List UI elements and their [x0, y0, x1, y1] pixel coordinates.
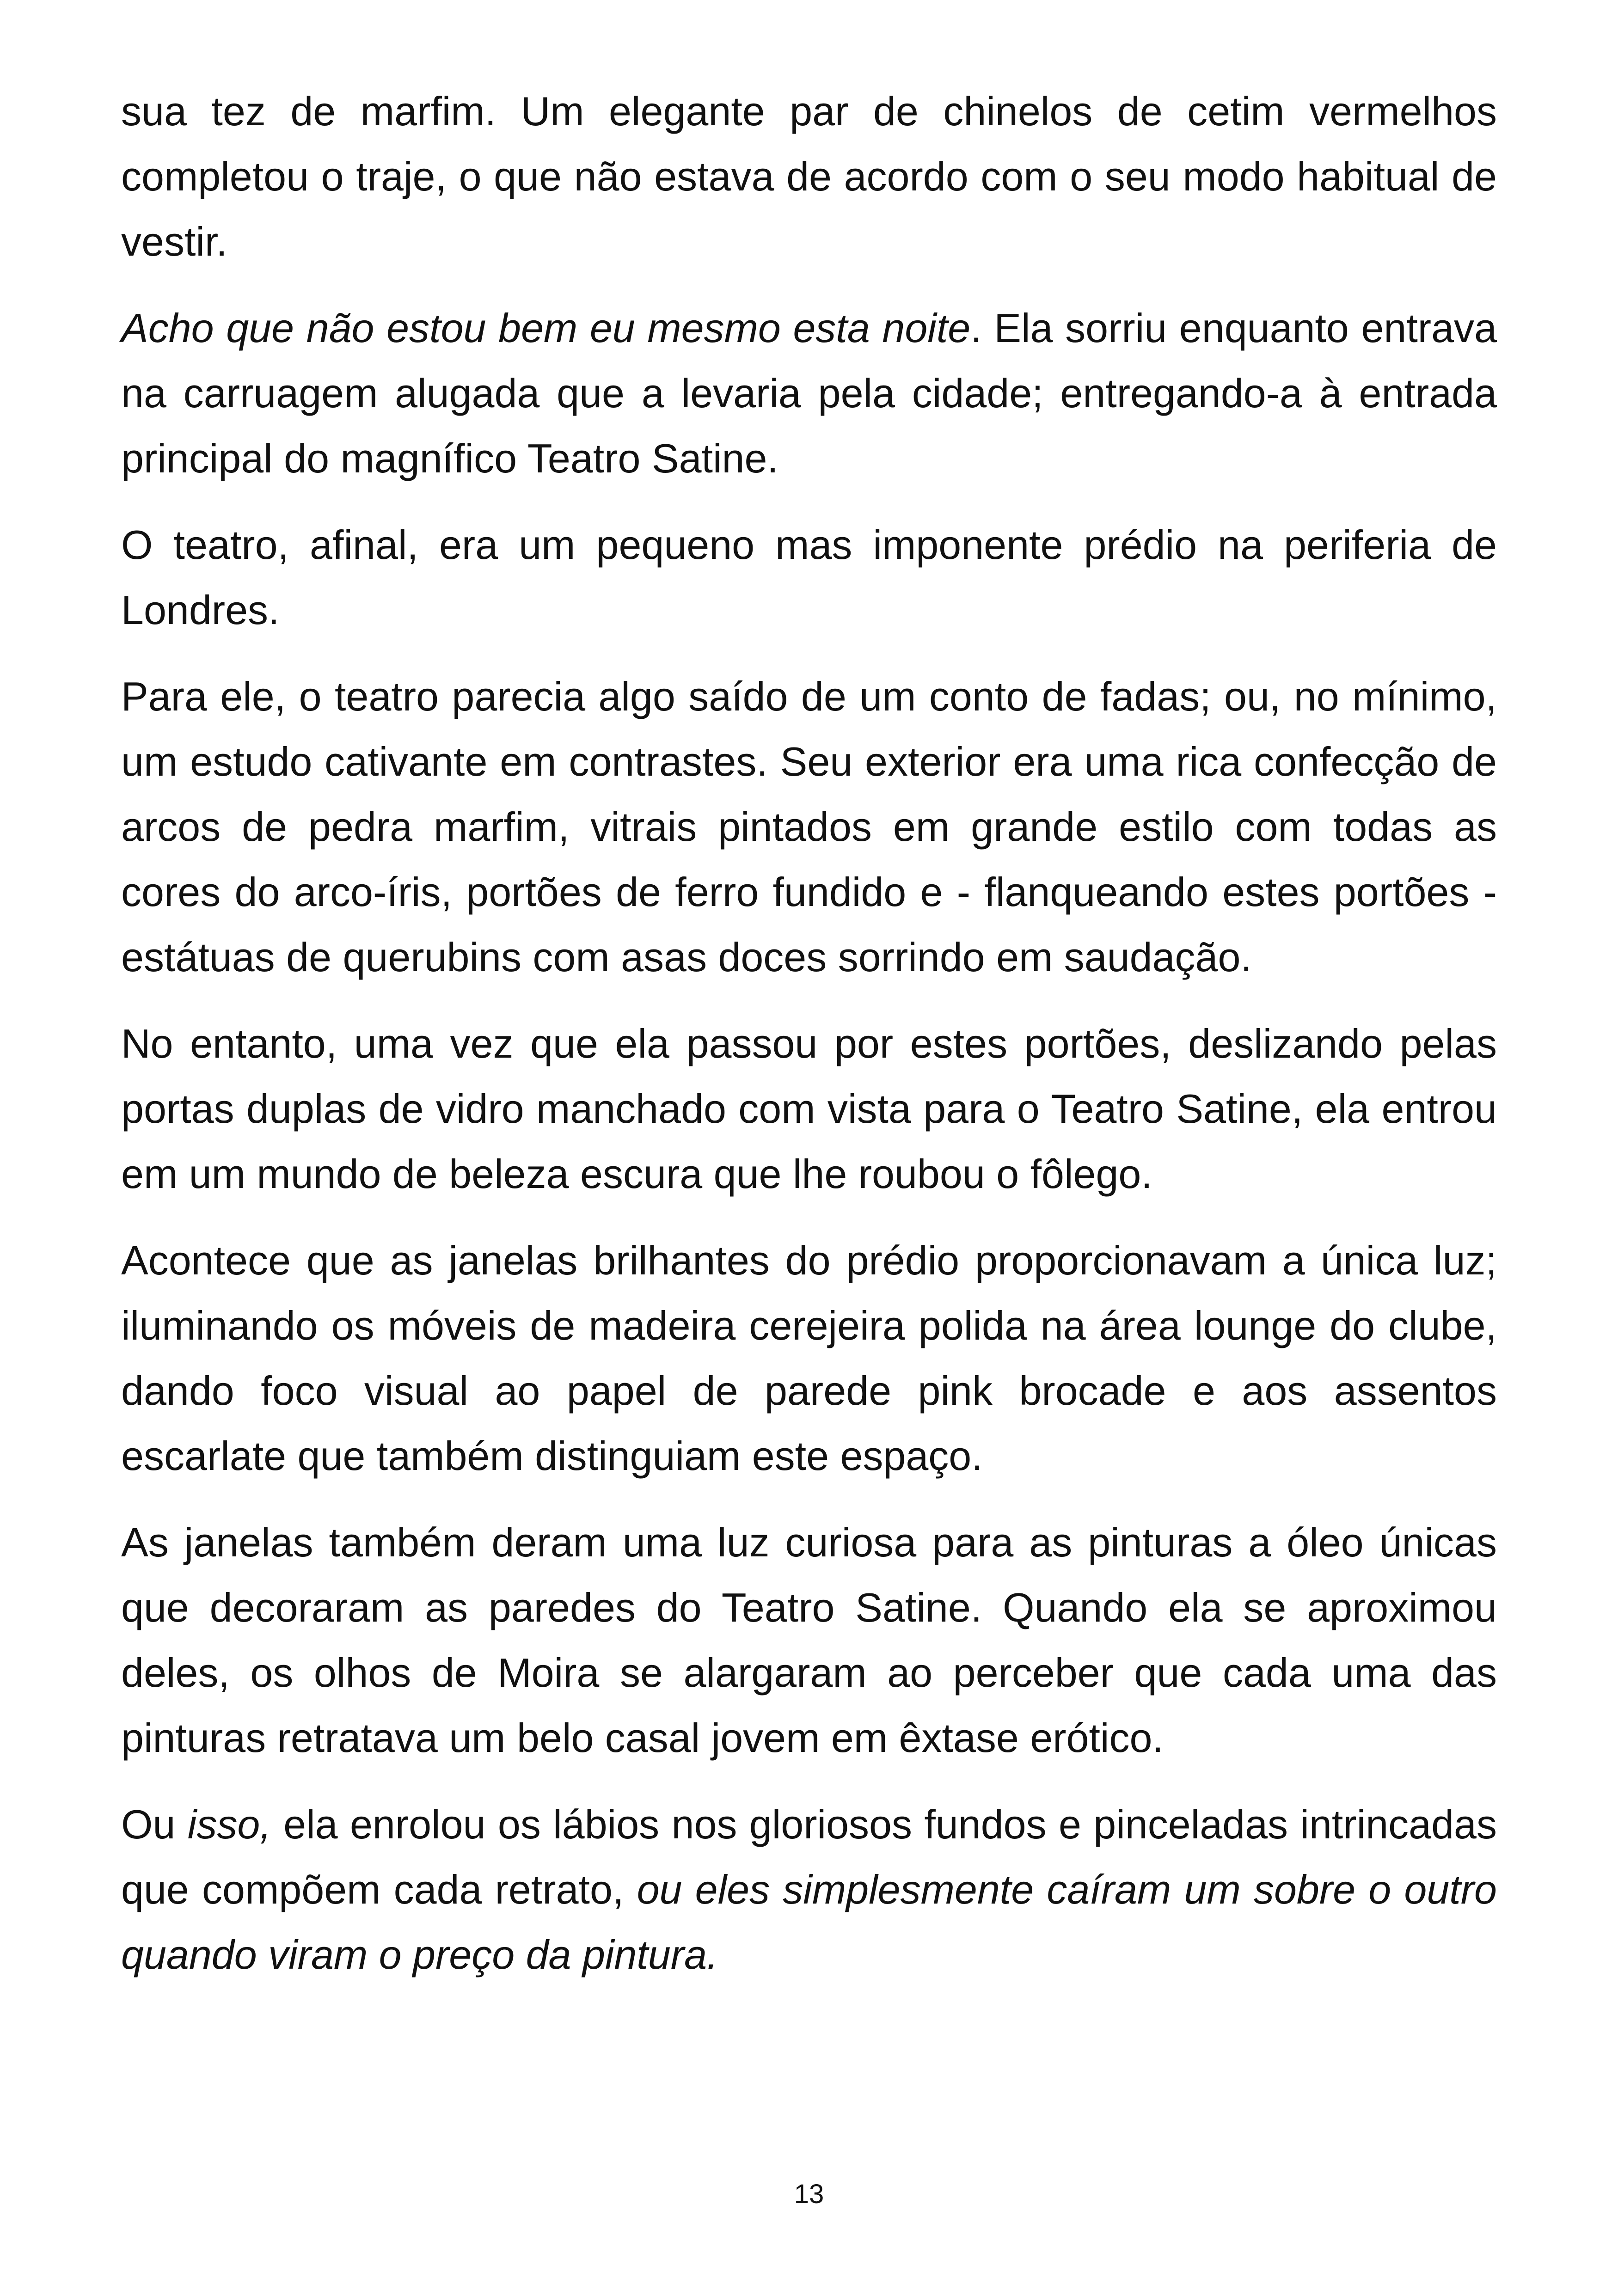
paragraph-2-text: . Ela sorriu enquanto entrava na carruagem alugada que a levaria pela cidade; entregando-a à entrada principal do magnífico Teatro Satine. [121, 305, 1497, 481]
paragraph-7-text: As janelas também deram uma luz curiosa para as pinturas a óleo únicas que decoraram as paredes do Teatro Satine. Quando ela se aproximou deles, os olhos de Moira se alargaram ao perceber que cada uma das pinturas retratava um belo casal jovem em êxtase erótico. [121, 1519, 1497, 1761]
paragraph-6 [121, 1228, 1497, 1488]
paragraph-3 [121, 512, 1497, 643]
paragraph-8-italic-b: ou eles simplesmente caíram um sobre o outro quando viram o preço da pintura. [121, 1867, 1497, 1978]
paragraph-2 [121, 295, 1497, 491]
paragraph-1-text: sua tez de marfim. Um elegante par de chinelos de cetim vermelhos completou o traje, o que não estava de acordo com o seu modo habitual de vestir. [121, 88, 1497, 264]
page-number: 13 [794, 2179, 824, 2209]
paragraph-1 [121, 79, 1497, 274]
document-body [121, 79, 1497, 2008]
paragraph-5-text: No entanto, uma vez que ela passou por estes portões, deslizando pelas portas duplas de vidro manchado com vista para o Teatro Satine, ela entrou em um mundo de beleza escura que lhe roubou o fôlego. [121, 1021, 1497, 1197]
paragraph-8-text-b: ela enrolou os lábios nos gloriosos fundos e pinceladas intrincadas que compõem cada retrato, [121, 1801, 1497, 1912]
paragraph-4 [121, 664, 1497, 990]
paragraph-8-italic-a: isso, [187, 1801, 271, 1847]
paragraph-4-text: Para ele, o teatro parecia algo saído de um conto de fadas; ou, no mínimo, um estudo cativante em contrastes. Seu exterior era uma rica confecção de arcos de pedra marfim, vitrais pintados em grande estilo com todas as cores do arco-íris, portões de ferro fundido e - flanqueando estes portões - estátuas de querubins com asas doces sorrindo em saudação. [121, 673, 1497, 980]
paragraph-8 [121, 1792, 1497, 1987]
paragraph-6-text: Acontece que as janelas brilhantes do prédio proporcionavam a única luz; iluminando os móveis de madeira cerejeira polida na área lounge do clube, dando foco visual ao papel de parede pink brocade e aos assentos escarlate que também distinguiam este espaço. [121, 1237, 1497, 1479]
paragraph-5 [121, 1011, 1497, 1206]
paragraph-3-text: O teatro, afinal, era um pequeno mas imponente prédio na periferia de Londres. [121, 522, 1497, 633]
paragraph-2-italic-text: Acho que não estou bem eu mesmo esta noite [121, 305, 971, 351]
paragraph-8-text-a: Ou [121, 1801, 188, 1847]
paragraph-7 [121, 1510, 1497, 1770]
